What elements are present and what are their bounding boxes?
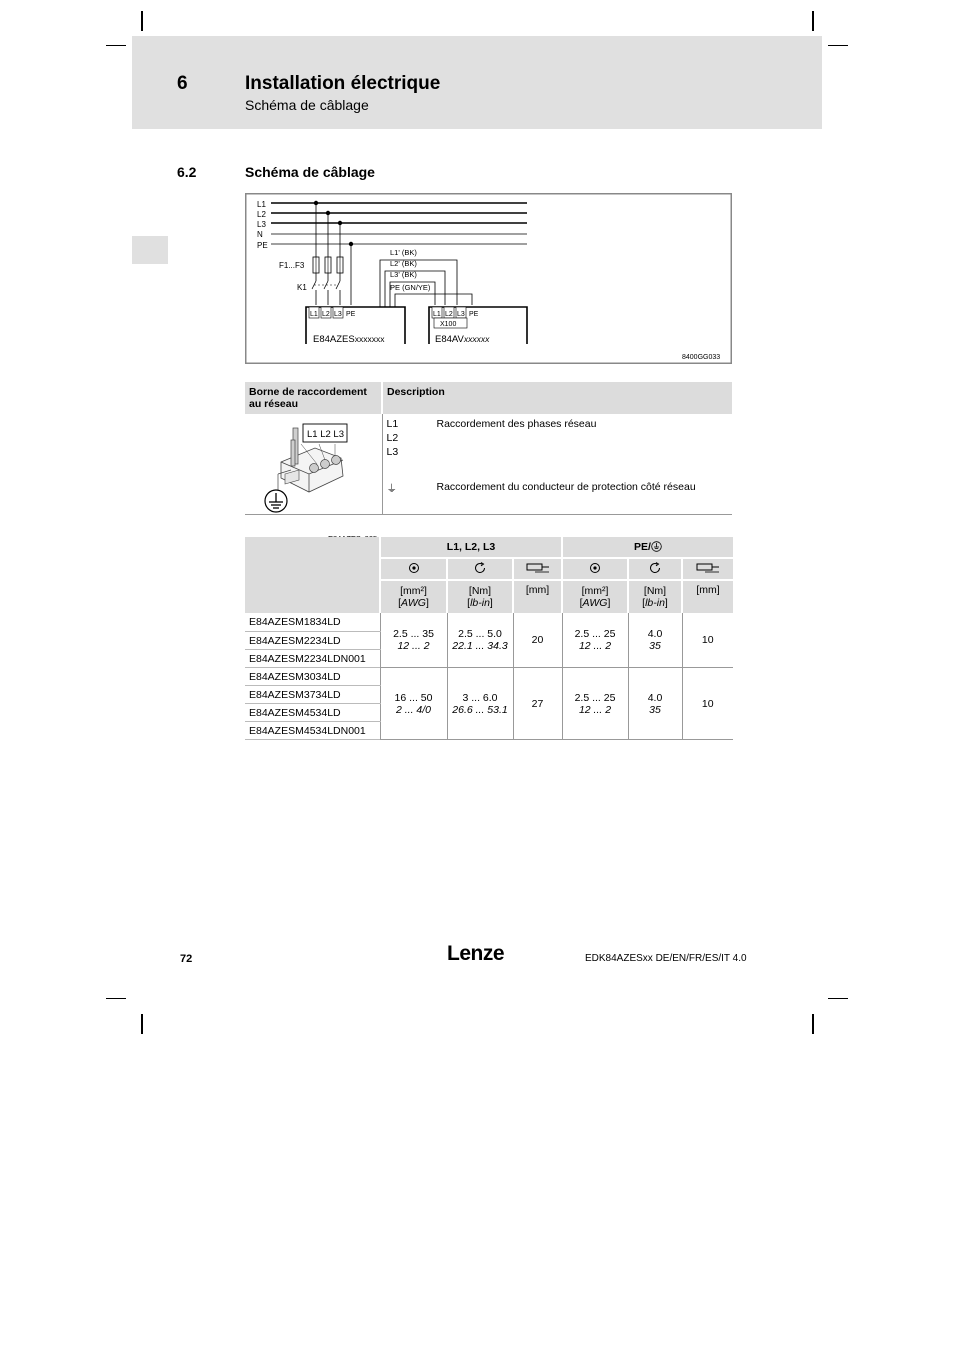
model-name: E84AZESM2234LD bbox=[245, 632, 380, 650]
chapter-subtitle: Schéma de câblage bbox=[245, 97, 369, 113]
pe-cross-section-value: 2.5 ... 25 12 ... 2 bbox=[562, 668, 628, 740]
fuse-label: F1...F3 bbox=[279, 261, 305, 270]
spec-table bbox=[245, 537, 733, 740]
terminal-image-cell bbox=[245, 414, 382, 515]
unit-cell: [mm²] [AWG] bbox=[380, 580, 447, 613]
strip-length-value: 20 bbox=[513, 613, 562, 668]
section-title: Schéma de câblage bbox=[245, 164, 375, 180]
model-name: E84AZESM2234LDN001 bbox=[245, 650, 380, 668]
drive-connector: X100 bbox=[440, 321, 457, 328]
group-pe-label: PE/ bbox=[634, 541, 651, 553]
wire-label: L1' (BK) bbox=[390, 248, 417, 257]
row-label: L3 bbox=[386, 446, 399, 458]
crop-mark bbox=[141, 1014, 143, 1034]
model-name: E84AZESM4534LDN001 bbox=[245, 722, 380, 740]
pe-torque-value: 4.0 35 bbox=[628, 613, 682, 668]
drive-terminal: L2 bbox=[445, 311, 453, 318]
torque-icon bbox=[628, 558, 682, 580]
line-label: L3 bbox=[257, 220, 266, 229]
pe-torque-value: 4.0 35 bbox=[628, 668, 682, 740]
figure-code: 8400GG033 bbox=[682, 354, 721, 361]
section-number: 6.2 bbox=[177, 164, 197, 180]
row-label: L1 bbox=[386, 418, 399, 430]
drive-name-suffix: xxxxxx bbox=[463, 334, 490, 344]
terminal-header: Borne de raccordement au réseau bbox=[245, 382, 382, 414]
drive-terminal: L3 bbox=[457, 311, 465, 318]
wire-label: PE (GN/YE) bbox=[390, 283, 431, 292]
filter-terminal: PE bbox=[346, 311, 356, 318]
table-row bbox=[245, 613, 733, 632]
crop-mark bbox=[828, 45, 848, 46]
lenze-logo: Lenze bbox=[447, 942, 505, 965]
row-description: Raccordement du conducteur de protection côté réseau bbox=[436, 481, 696, 493]
terminal-block-image bbox=[245, 414, 381, 514]
filter-terminal: L1 bbox=[310, 311, 318, 318]
cross-section-value: 2.5 ... 35 12 ... 2 bbox=[380, 613, 447, 668]
torque-value: 2.5 ... 5.0 22.1 ... 34.3 bbox=[447, 613, 513, 668]
wire-label: L2' (BK) bbox=[390, 259, 417, 268]
unit-cell: [mm] bbox=[682, 580, 733, 613]
pe-strip-length-value: 10 bbox=[682, 613, 733, 668]
svg-text:E84AZESxxxxxxx bbox=[313, 334, 385, 345]
torque-value: 3 ... 6.0 26.6 ... 53.1 bbox=[447, 668, 513, 740]
cross-section-value: 16 ... 50 2 ... 4/0 bbox=[380, 668, 447, 740]
crop-mark bbox=[141, 11, 143, 31]
page-number: 72 bbox=[180, 953, 193, 965]
model-name: E84AZESM3034LD bbox=[245, 668, 380, 686]
line-label: L2 bbox=[257, 210, 266, 219]
line-label: L1 bbox=[257, 200, 266, 209]
crop-mark bbox=[828, 998, 848, 999]
description-cell bbox=[382, 414, 732, 515]
filter-terminal: L2 bbox=[322, 311, 330, 318]
cross-section-icon bbox=[380, 558, 447, 580]
unit-cell: [mm] bbox=[513, 580, 562, 613]
side-tab bbox=[132, 236, 168, 264]
torque-icon bbox=[447, 558, 513, 580]
document-code: EDK84AZESxx DE/EN/FR/ES/IT 4.0 bbox=[585, 953, 747, 964]
model-name: E84AZESM4534LD bbox=[245, 704, 380, 722]
earth-icon bbox=[651, 541, 662, 552]
line-label: PE bbox=[257, 241, 268, 250]
chapter-title: Installation électrique bbox=[245, 73, 441, 94]
unit-cell: [mm²] [AWG] bbox=[562, 580, 628, 613]
terminal-image-label: L1 L2 L3 bbox=[307, 429, 344, 440]
crop-mark bbox=[106, 998, 126, 999]
earth-symbol: ⏚ bbox=[386, 483, 397, 495]
strip-length-icon bbox=[513, 558, 562, 580]
unit-cell: [Nm] [lb-in] bbox=[628, 580, 682, 613]
drive-terminal: L1 bbox=[433, 311, 441, 318]
wire-label: L3' (BK) bbox=[390, 270, 417, 279]
unit-cell: [Nm] [lb-in] bbox=[447, 580, 513, 613]
group-pe-header bbox=[562, 537, 733, 558]
description-header: Description bbox=[382, 382, 732, 414]
terminal-table bbox=[245, 382, 732, 515]
filter-name-suffix: xxxxxxx bbox=[354, 334, 385, 344]
model-header bbox=[245, 537, 380, 613]
pe-strip-length-value: 10 bbox=[682, 668, 733, 740]
strip-length-icon bbox=[682, 558, 733, 580]
contactor-label: K1 bbox=[297, 283, 307, 292]
crop-mark bbox=[812, 1014, 814, 1034]
group-l-header: L1, L2, L3 bbox=[380, 537, 562, 558]
table-row bbox=[245, 668, 733, 686]
chapter-number: 6 bbox=[177, 73, 188, 94]
chapter-header bbox=[132, 36, 822, 129]
row-description: Raccordement des phases réseau bbox=[436, 418, 597, 430]
model-name: E84AZESM3734LD bbox=[245, 686, 380, 704]
crop-mark bbox=[106, 45, 126, 46]
model-name: E84AZESM1834LD bbox=[245, 613, 380, 632]
line-label: N bbox=[257, 230, 263, 239]
drive-terminal: PE bbox=[469, 311, 479, 318]
crop-mark bbox=[812, 11, 814, 31]
filter-name-prefix: E84AZES bbox=[313, 334, 355, 345]
wiring-diagram bbox=[245, 193, 732, 364]
pe-cross-section-value: 2.5 ... 25 12 ... 2 bbox=[562, 613, 628, 668]
row-label: L2 bbox=[386, 432, 399, 444]
strip-length-value: 27 bbox=[513, 668, 562, 740]
filter-terminal: L3 bbox=[334, 311, 342, 318]
svg-text:E84AVxxxxxx bbox=[435, 334, 490, 345]
drive-name-prefix: E84AV bbox=[435, 334, 464, 345]
cross-section-icon bbox=[562, 558, 628, 580]
